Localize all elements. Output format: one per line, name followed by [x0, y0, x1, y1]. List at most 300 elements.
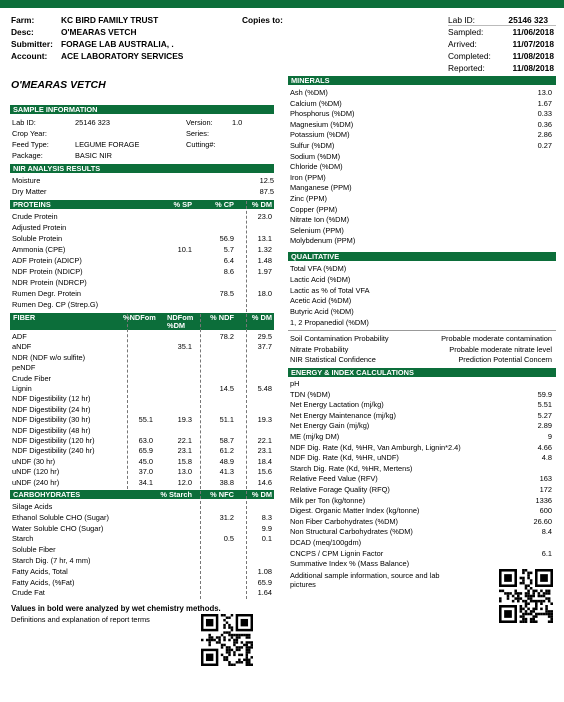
table-row — [290, 275, 554, 284]
table-row — [290, 215, 554, 224]
reported-value: 11/08/2018 — [512, 63, 554, 73]
version-label: Version: — [186, 118, 213, 127]
energy-label: NDF Dig. Rate (Kd, %HR, uNDF) — [290, 453, 399, 463]
carb-label: Fatty Acids, Total — [12, 566, 68, 576]
table-row — [290, 421, 554, 430]
fiber-dm: 18.4 — [257, 456, 272, 466]
table-row — [12, 245, 274, 254]
carb-dm: 1.64 — [257, 588, 272, 598]
table-row — [290, 474, 554, 483]
table-row — [290, 318, 554, 327]
column-divider — [200, 314, 201, 489]
table-row — [12, 478, 274, 487]
table-row — [290, 99, 554, 108]
table-row — [290, 205, 554, 214]
table-row — [290, 296, 554, 305]
table-row — [12, 212, 274, 221]
mineral-label: Iron (PPM) — [290, 172, 326, 182]
nir-heading: NIR ANALYSIS RESULTS — [10, 164, 274, 173]
farm-line — [11, 15, 158, 26]
fiber-dm: 15.6 — [257, 467, 272, 477]
fiber-ndf: 14.5 — [219, 384, 234, 393]
sample-lab-id-value: 25146 323 — [75, 118, 110, 127]
risk-value: Probable moderate contamination — [441, 334, 552, 343]
fiber-ndfom-dm: 22.1 — [177, 436, 192, 445]
nir-label: Dry Matter — [12, 187, 47, 196]
fiber-ndfom-dm: 19.3 — [177, 415, 192, 425]
mineral-value: 13.0 — [537, 88, 552, 97]
table-row — [12, 578, 274, 587]
sample-row-crop — [12, 129, 274, 138]
sampled-value: 11/06/2018 — [512, 27, 554, 37]
fiber-ndfom-pct: 63.0 — [138, 436, 153, 445]
energy-value: 4.8 — [541, 453, 552, 463]
fiber-dm: 29.5 — [257, 332, 272, 341]
risk-value: Prediction Potential Concern — [458, 355, 552, 365]
mineral-label: Chloride (%DM) — [290, 162, 343, 172]
copies-label: Copies to: — [242, 15, 283, 25]
col-ndfom: NDFom — [167, 313, 194, 322]
reported-line — [448, 63, 554, 74]
table-row — [290, 130, 554, 139]
farm-label: Farm: — [11, 15, 35, 25]
protein-label: Soluble Protein — [12, 234, 63, 243]
table-row — [12, 467, 274, 476]
mineral-label: Selenium (PPM) — [290, 225, 344, 235]
report-title: O'MEARAS VETCH — [11, 79, 106, 91]
account-label: Account: — [11, 51, 48, 61]
nir-value: 12.5 — [259, 176, 274, 185]
energy-label: pH — [290, 379, 300, 388]
table-row — [12, 278, 274, 287]
energy-value: 2.89 — [537, 421, 552, 431]
desc-line — [11, 27, 137, 38]
lab-id-value: 25146 323 — [508, 15, 548, 25]
table-row — [12, 363, 274, 372]
protein-dm: 18.0 — [257, 289, 272, 298]
mineral-label: Ash (%DM) — [290, 88, 328, 97]
series-label: Series: — [186, 129, 210, 138]
table-row — [290, 527, 554, 536]
energy-label: ME (mj/kg DM) — [290, 432, 340, 441]
fiber-label: ADF — [12, 332, 27, 341]
energy-value: 59.9 — [537, 389, 552, 399]
feed-type-label: Feed Type: — [12, 140, 49, 149]
fiber-label: uNDF (240 hr) — [12, 477, 60, 487]
sample-row-labid — [12, 118, 274, 127]
mineral-label: Nitrate Ion (%DM) — [290, 215, 350, 225]
table-row — [290, 390, 554, 399]
crop-year-label: Crop Year: — [12, 129, 47, 138]
table-row — [12, 513, 274, 522]
protein-label: Crude Protein — [12, 212, 58, 221]
qualitative-label: Lactic Acid (%DM) — [290, 274, 351, 284]
mineral-label: Sulfur (%DM) — [290, 141, 335, 150]
fiber-title: FIBER — [13, 313, 36, 322]
table-row — [290, 120, 554, 129]
table-row — [290, 517, 554, 526]
table-row — [290, 307, 554, 316]
fiber-ndf: 78.2 — [219, 332, 234, 341]
feed-type-value: LEGUME FORAGE — [75, 140, 140, 149]
sample-lab-id-label: Lab ID: — [12, 118, 36, 127]
fiber-ndf: 41.3 — [219, 467, 234, 477]
energy-label: Non Fiber Carbohydrates (%DM) — [290, 516, 399, 526]
table-row — [12, 353, 274, 362]
table-row — [12, 342, 274, 351]
column-divider — [200, 491, 201, 599]
table-row — [290, 411, 554, 420]
risk-label: Nitrate Probability — [290, 344, 349, 354]
fiber-ndf: 38.8 — [219, 477, 234, 487]
table-row — [290, 334, 554, 343]
risk-divider — [288, 330, 556, 331]
mineral-value: 0.36 — [537, 119, 552, 129]
sampled-line — [448, 27, 554, 38]
arrived-line — [448, 39, 554, 50]
fiber-label: NDF Digestibility (12 hr) — [12, 394, 91, 404]
table-row — [290, 559, 554, 568]
extra-info-line-2: pictures — [290, 580, 316, 589]
lab-id-label: Lab ID: — [448, 15, 476, 25]
fiber-label: uNDF (120 hr) — [12, 467, 60, 477]
table-row — [12, 300, 274, 309]
energy-heading: ENERGY & INDEX CALCULATIONS — [288, 368, 556, 377]
energy-label: DCAD (meq/100gdm) — [290, 538, 362, 547]
mineral-label: Sodium (%DM) — [290, 151, 341, 161]
energy-value: 5.27 — [537, 410, 552, 420]
column-divider — [246, 491, 247, 599]
table-row — [12, 436, 274, 445]
fiber-label: peNDF — [12, 363, 36, 373]
farm-value: KC BIRD FAMILY TRUST — [61, 15, 159, 25]
energy-value: 5.51 — [537, 400, 552, 410]
reported-label: Reported: — [448, 63, 485, 73]
table-row — [12, 234, 274, 243]
carb-label: Fatty Acids, (%Fat) — [12, 577, 75, 587]
risk-label: NIR Statistical Confidence — [290, 355, 376, 365]
fiber-ndfom-pct: 45.0 — [138, 456, 153, 466]
table-row — [12, 567, 274, 576]
energy-label: Non Structural Carbohydrates (%DM) — [290, 527, 413, 537]
table-row — [290, 152, 554, 161]
package-label: Package: — [12, 151, 43, 160]
qualitative-label: Lactic as % of Total VFA — [290, 285, 370, 295]
mineral-label: Manganese (PPM) — [290, 183, 352, 193]
col-starch: % Starch — [160, 490, 192, 499]
fiber-label: NDF Digestibility (48 hr) — [12, 425, 91, 435]
table-row — [290, 286, 554, 295]
energy-label: Digest. Organic Matter Index (kg/tonne) — [290, 506, 420, 516]
fiber-ndfom-pct: 55.1 — [138, 415, 153, 425]
desc-label: Desc: — [11, 27, 34, 37]
table-row — [12, 446, 274, 455]
protein-label: Adjusted Protein — [12, 223, 67, 232]
energy-value: 4.66 — [537, 442, 552, 452]
package-value: BASIC NIR — [75, 151, 112, 160]
carb-nfc: 31.2 — [219, 512, 234, 522]
table-row — [12, 588, 274, 597]
mineral-label: Calcium (%DM) — [290, 98, 342, 108]
fiber-label: uNDF (30 hr) — [12, 456, 56, 466]
extra-info-line-1: Additional sample information, source and lab — [290, 571, 440, 580]
mineral-value: 0.33 — [537, 109, 552, 119]
energy-value: 163 — [539, 474, 552, 484]
submitter-line — [11, 39, 174, 50]
table-row — [290, 345, 554, 354]
arrived-label: Arrived: — [448, 39, 477, 49]
qualitative-label: 1, 2 Propanediol (%DM) — [290, 318, 369, 327]
table-row — [12, 176, 274, 185]
table-row — [290, 141, 554, 150]
table-row — [12, 502, 274, 511]
submitter-value: FORAGE LAB AUSTRALIA, . — [61, 39, 174, 49]
carb-label: Soluble Fiber — [12, 545, 56, 555]
table-row — [12, 534, 274, 543]
energy-label: TDN (%DM) — [290, 389, 331, 399]
protein-label: Ammonia (CPE) — [12, 245, 66, 254]
protein-cp: 78.5 — [219, 289, 234, 298]
fiber-label: Lignin — [12, 384, 32, 393]
protein-label: Rumen Deg. CP (Strep.G) — [12, 300, 99, 309]
col-ndfom-dm: %DM — [167, 321, 186, 330]
column-divider — [127, 314, 128, 489]
sampled-label: Sampled: — [448, 27, 484, 37]
table-row — [12, 384, 274, 393]
energy-value: 26.60 — [533, 516, 552, 526]
desc-value: O'MEARAS VETCH — [61, 27, 137, 37]
fiber-ndf: 48.9 — [219, 456, 234, 466]
energy-value: 600 — [539, 506, 552, 516]
table-row — [290, 264, 554, 273]
fiber-label: NDF Digestibility (24 hr) — [12, 404, 91, 414]
carb-dm: 1.08 — [257, 566, 272, 576]
fiber-label: aNDF — [12, 342, 32, 352]
protein-cp: 6.4 — [223, 256, 234, 265]
fiber-ndfom-pct: 65.9 — [138, 446, 153, 456]
mineral-label: Zinc (PPM) — [290, 194, 327, 203]
fiber-ndfom-dm: 12.0 — [177, 477, 192, 487]
sample-row-package — [12, 151, 274, 160]
fiber-ndfom-dm: 35.1 — [177, 342, 192, 352]
table-row — [290, 400, 554, 409]
carb-dm: 0.1 — [261, 534, 272, 544]
carbs-title: CARBOHYDRATES — [13, 490, 81, 499]
energy-label: NDF Dig. Rate (Kd, %HR, Van Amburgh, Lignin*2.4) — [290, 442, 461, 452]
table-row — [290, 538, 554, 547]
carb-label: Starch Dig. (7 hr, 4 mm) — [12, 556, 91, 565]
energy-value: 9 — [547, 432, 552, 441]
col-dm: % DM — [251, 490, 272, 499]
mineral-value: 1.67 — [537, 98, 552, 108]
header-divider — [448, 25, 556, 26]
energy-label: Summative Index % (Mass Balance) — [290, 559, 410, 569]
completed-label: Completed: — [448, 51, 491, 61]
energy-label: Relative Forage Quality (RFQ) — [290, 485, 390, 494]
table-row — [290, 162, 554, 171]
nir-label: Moisture — [12, 176, 41, 185]
cutting-label: Cutting#: — [186, 140, 216, 149]
col-sp: % SP — [173, 200, 192, 209]
col-dm: % DM — [251, 200, 272, 209]
qualitative-heading: QUALITATIVE — [288, 252, 556, 261]
qr-code-definitions[interactable] — [201, 614, 253, 666]
table-row — [290, 496, 554, 505]
energy-value: 172 — [539, 485, 552, 494]
fiber-heading — [10, 313, 274, 330]
table-row — [12, 223, 274, 232]
protein-sp: 10.1 — [177, 245, 192, 254]
table-row — [12, 545, 274, 554]
table-row — [290, 379, 554, 388]
table-row — [290, 173, 554, 182]
account-line — [11, 51, 183, 62]
mineral-label: Magnesium (%DM) — [290, 119, 354, 129]
col-ndf: % NDF — [210, 313, 234, 322]
protein-dm: 1.32 — [257, 245, 272, 254]
carb-label: Crude Fat — [12, 588, 45, 598]
risk-label: Soil Contamination Probability — [290, 334, 389, 343]
qualitative-label: Acetic Acid (%DM) — [290, 296, 352, 306]
qr-code-pictures[interactable] — [499, 569, 553, 623]
mineral-label: Molybdenum (PPM) — [290, 236, 356, 246]
table-row — [12, 289, 274, 298]
mineral-label: Phosphorus (%DM) — [290, 109, 355, 119]
col-cp: % CP — [215, 200, 234, 209]
table-row — [12, 332, 274, 341]
protein-dm: 1.97 — [257, 267, 272, 276]
fiber-dm: 23.1 — [257, 446, 272, 456]
fiber-ndfom-pct: 34.1 — [138, 477, 153, 487]
fiber-dm: 5.48 — [257, 384, 272, 393]
completed-value: 11/08/2018 — [512, 51, 554, 61]
carb-nfc: 0.5 — [223, 534, 234, 544]
table-row — [12, 256, 274, 265]
mineral-label: Potassium (%DM) — [290, 130, 350, 140]
mineral-label: Copper (PPM) — [290, 204, 338, 214]
fiber-label: NDF Digestibility (240 hr) — [12, 446, 95, 456]
fiber-label: NDF Digestibility (30 hr) — [12, 415, 91, 425]
table-row — [290, 432, 554, 441]
table-row — [12, 405, 274, 414]
table-row — [12, 187, 274, 196]
table-row — [290, 236, 554, 245]
protein-label: Rumen Degr. Protein — [12, 289, 82, 298]
table-row — [12, 524, 274, 533]
mineral-value: 0.27 — [537, 141, 552, 150]
submitter-label: Submitter: — [11, 39, 53, 49]
table-row — [290, 453, 554, 462]
table-row — [12, 556, 274, 565]
protein-cp: 5.7 — [223, 245, 234, 254]
table-row — [290, 549, 554, 558]
carb-dm: 8.3 — [261, 512, 272, 522]
col-dm: % DM — [251, 313, 272, 322]
table-row — [12, 374, 274, 383]
carb-label: Silage Acids — [12, 502, 53, 511]
table-row — [290, 88, 554, 97]
column-divider — [246, 314, 247, 489]
minerals-heading: MINERALS — [288, 76, 556, 85]
energy-label: Net Energy Lactation (mj/kg) — [290, 400, 384, 410]
protein-dm: 13.1 — [257, 234, 272, 243]
version-value: 1.0 — [232, 118, 243, 127]
table-row — [290, 443, 554, 452]
energy-label: Net Energy Maintenance (mj/kg) — [290, 410, 396, 420]
table-row — [290, 464, 554, 473]
protein-cp: 8.6 — [223, 267, 234, 276]
table-row — [290, 226, 554, 235]
carb-label: Ethanol Soluble CHO (Sugar) — [12, 512, 109, 522]
energy-label: CNCPS / CPM Lignin Factor — [290, 548, 384, 558]
table-row — [12, 267, 274, 276]
proteins-title: PROTEINS — [13, 200, 51, 209]
fiber-ndf: 51.1 — [219, 415, 234, 425]
carb-label: Water Soluble CHO (Sugar) — [12, 523, 104, 533]
nir-value: 87.5 — [259, 187, 274, 196]
energy-value: 8.4 — [541, 527, 552, 537]
arrived-value: 11/07/2018 — [512, 39, 554, 49]
sample-row-feed — [12, 140, 274, 149]
protein-cp: 56.9 — [219, 234, 234, 243]
table-row — [12, 457, 274, 466]
fiber-ndfom-dm: 23.1 — [177, 446, 192, 456]
protein-label: NDF Protein (NDICP) — [12, 267, 83, 276]
top-brand-bar — [0, 0, 564, 8]
protein-dm: 23.0 — [257, 212, 272, 221]
table-row — [290, 183, 554, 192]
energy-label: Relative Feed Value (RFV) — [290, 474, 378, 484]
protein-dm: 1.48 — [257, 256, 272, 265]
fiber-dm: 14.6 — [257, 477, 272, 487]
energy-value: 1336 — [535, 495, 552, 505]
completed-line — [448, 51, 554, 62]
column-divider — [246, 201, 247, 312]
fiber-label: NDF Digestibility (120 hr) — [12, 436, 95, 445]
fiber-ndf: 61.2 — [219, 446, 234, 456]
qualitative-label: Total VFA (%DM) — [290, 264, 347, 273]
fiber-label: NDR (NDF w/o sulfite) — [12, 352, 86, 362]
energy-label: Net Energy Gain (mj/kg) — [290, 421, 370, 431]
qualitative-label: Butyric Acid (%DM) — [290, 307, 354, 317]
col-nfc: % NFC — [210, 490, 234, 499]
fiber-dm: 22.1 — [257, 436, 272, 445]
protein-label: NDR Protein (NDRCP) — [12, 278, 87, 287]
proteins-heading — [10, 200, 274, 209]
definitions-link[interactable]: Definitions and explanation of report terms — [11, 615, 150, 624]
col-ndfom-pct: %NDFom — [123, 313, 156, 322]
table-row — [290, 355, 554, 364]
fiber-ndfom-dm: 13.0 — [177, 467, 192, 477]
fiber-ndf: 58.7 — [219, 436, 234, 445]
fiber-ndfom-pct: 37.0 — [138, 467, 153, 477]
protein-label: ADF Protein (ADICP) — [12, 256, 82, 265]
table-row — [290, 194, 554, 203]
table-row — [290, 485, 554, 494]
sample-info-heading: SAMPLE INFORMATION — [10, 105, 274, 114]
carb-dm: 65.9 — [257, 577, 272, 587]
fiber-dm: 19.3 — [257, 415, 272, 425]
account-value: ACE LABORATORY SERVICES — [61, 51, 184, 61]
fiber-label: Crude Fiber — [12, 373, 52, 383]
fiber-ndfom-dm: 15.8 — [177, 456, 192, 466]
table-row — [290, 109, 554, 118]
energy-label: Milk per Ton (kg/tonne) — [290, 495, 366, 505]
energy-label: Starch Dig. Rate (Kd, %HR, Mertens) — [290, 463, 413, 473]
risk-value: Probable moderate nitrate level — [449, 344, 552, 354]
table-row — [12, 426, 274, 435]
table-row — [12, 394, 274, 403]
